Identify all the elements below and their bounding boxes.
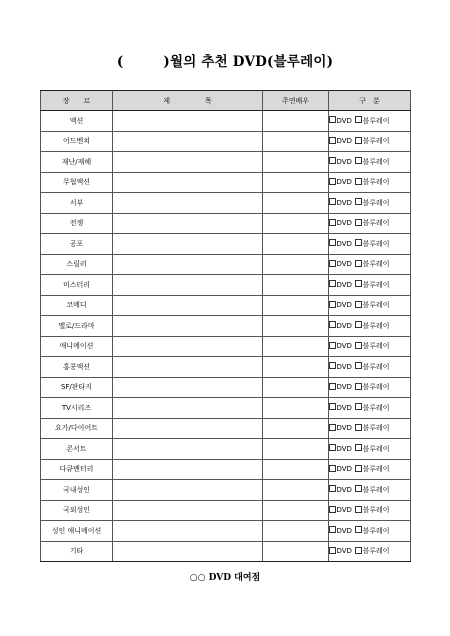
dvd-label: DVD xyxy=(336,547,352,556)
dvd-option[interactable] xyxy=(329,240,352,248)
checkbox-icon[interactable] xyxy=(355,157,362,164)
title-cell[interactable] xyxy=(113,111,263,132)
checkbox-icon[interactable] xyxy=(329,321,336,328)
table-row xyxy=(41,418,411,439)
type-cell xyxy=(329,521,411,542)
checkbox-icon[interactable] xyxy=(329,116,336,123)
title-open-paren: ( xyxy=(116,54,124,70)
table-row xyxy=(41,377,411,398)
title-cell[interactable] xyxy=(113,295,263,316)
dvd-option[interactable] xyxy=(329,404,352,412)
checkbox-icon[interactable] xyxy=(355,383,362,390)
type-cell xyxy=(329,131,411,152)
checkbox-icon[interactable] xyxy=(329,178,336,185)
dvd-label: DVD xyxy=(336,239,352,248)
bluray-label: 블루레이 xyxy=(362,116,390,125)
type-cell xyxy=(329,172,411,193)
checkbox-icon[interactable] xyxy=(355,424,362,431)
bluray-option[interactable] xyxy=(355,281,390,289)
bluray-option[interactable] xyxy=(355,260,390,268)
genre-cell: 코메디 xyxy=(41,295,113,316)
checkbox-icon[interactable] xyxy=(329,547,336,554)
cast-cell[interactable] xyxy=(263,295,329,316)
checkbox-icon[interactable] xyxy=(329,219,336,226)
genre-cell: 국외성인 xyxy=(41,500,113,521)
genre-cell: 애니메이션 xyxy=(41,336,113,357)
dvd-option[interactable] xyxy=(329,506,352,514)
checkbox-icon[interactable] xyxy=(355,526,362,533)
bluray-label: 블루레이 xyxy=(362,485,390,494)
dvd-option[interactable] xyxy=(329,363,352,371)
checkbox-icon[interactable] xyxy=(355,465,362,472)
table-row xyxy=(41,193,411,214)
type-cell xyxy=(329,295,411,316)
bluray-label: 블루레이 xyxy=(362,424,390,433)
table-row xyxy=(41,213,411,234)
dvd-option[interactable] xyxy=(329,219,352,227)
cast-cell[interactable] xyxy=(263,459,329,480)
type-cell xyxy=(329,275,411,296)
checkbox-icon[interactable] xyxy=(329,342,336,349)
cast-cell[interactable] xyxy=(263,275,329,296)
genre-cell: 멜로/드라마 xyxy=(41,316,113,337)
table-row xyxy=(41,254,411,275)
cast-cell[interactable] xyxy=(263,541,329,562)
bluray-label: 블루레이 xyxy=(362,219,390,228)
genre-cell: 다큐멘터리 xyxy=(41,459,113,480)
table-row xyxy=(41,275,411,296)
checkbox-icon[interactable] xyxy=(355,547,362,554)
checkbox-icon[interactable] xyxy=(329,157,336,164)
cast-cell[interactable] xyxy=(263,521,329,542)
bluray-option[interactable] xyxy=(355,301,390,309)
bluray-option[interactable] xyxy=(355,506,390,514)
checkbox-icon[interactable] xyxy=(355,321,362,328)
cast-cell[interactable] xyxy=(263,418,329,439)
bluray-option[interactable] xyxy=(355,486,390,494)
cast-cell[interactable] xyxy=(263,152,329,173)
title-cell[interactable] xyxy=(113,316,263,337)
checkbox-icon[interactable] xyxy=(329,260,336,267)
checkbox-icon[interactable] xyxy=(355,280,362,287)
type-cell xyxy=(329,480,411,501)
checkbox-icon[interactable] xyxy=(329,301,336,308)
bluray-label: 블루레이 xyxy=(362,137,390,146)
genre-cell: 성인 애니메이션 xyxy=(41,521,113,542)
bluray-label: 블루레이 xyxy=(362,342,390,351)
table-row xyxy=(41,398,411,419)
bluray-option[interactable] xyxy=(355,322,390,330)
bluray-label: 블루레이 xyxy=(362,403,390,412)
genre-cell: TV시리즈 xyxy=(41,398,113,419)
bluray-option[interactable] xyxy=(355,363,390,371)
checkbox-icon[interactable] xyxy=(355,506,362,513)
cast-cell[interactable] xyxy=(263,398,329,419)
type-cell xyxy=(329,152,411,173)
type-cell xyxy=(329,336,411,357)
table-row xyxy=(41,234,411,255)
checkbox-icon[interactable] xyxy=(355,116,362,123)
checkbox-icon[interactable] xyxy=(355,485,362,492)
dvd-option[interactable] xyxy=(329,486,352,494)
table-row xyxy=(41,500,411,521)
type-cell xyxy=(329,541,411,562)
cast-cell[interactable] xyxy=(263,480,329,501)
dvd-option[interactable] xyxy=(329,260,352,268)
dvd-label: DVD xyxy=(336,260,352,269)
title-cell[interactable] xyxy=(113,193,263,214)
bluray-label: 블루레이 xyxy=(362,198,390,207)
genre-cell: 공포 xyxy=(41,234,113,255)
cast-cell[interactable] xyxy=(263,131,329,152)
checkbox-icon[interactable] xyxy=(355,239,362,246)
cast-cell[interactable] xyxy=(263,234,329,255)
bluray-label: 블루레이 xyxy=(362,301,390,310)
table-body xyxy=(41,111,411,562)
table-row xyxy=(41,295,411,316)
dvd-label: DVD xyxy=(336,424,352,433)
bluray-option[interactable] xyxy=(355,547,390,555)
title-cell[interactable] xyxy=(113,234,263,255)
store-name: ○○ DVD 대여점 xyxy=(189,573,261,583)
type-cell xyxy=(329,439,411,460)
dvd-label: DVD xyxy=(336,403,352,412)
genre-cell: 스릴러 xyxy=(41,254,113,275)
table-row xyxy=(41,172,411,193)
page-title xyxy=(0,50,450,70)
table-row xyxy=(41,152,411,173)
table-row xyxy=(41,111,411,132)
genre-cell: 국내성인 xyxy=(41,480,113,501)
header-title: 제 목 xyxy=(113,91,263,111)
bluray-option[interactable] xyxy=(355,137,390,145)
dvd-option[interactable] xyxy=(329,445,352,453)
dvd-label: DVD xyxy=(336,219,352,228)
table-row xyxy=(41,131,411,152)
genre-cell: 액션 xyxy=(41,111,113,132)
checkbox-icon[interactable] xyxy=(355,362,362,369)
title-cell[interactable] xyxy=(113,500,263,521)
recommendation-table xyxy=(40,90,411,562)
title-cell[interactable] xyxy=(113,480,263,501)
genre-cell: 요가/다이어트 xyxy=(41,418,113,439)
type-cell xyxy=(329,111,411,132)
title-cell[interactable] xyxy=(113,254,263,275)
bluray-option[interactable] xyxy=(355,404,390,412)
table-row xyxy=(41,480,411,501)
checkbox-icon[interactable] xyxy=(355,178,362,185)
header-cast: 주연배우 xyxy=(263,91,329,111)
checkbox-icon[interactable] xyxy=(329,444,336,451)
type-cell xyxy=(329,459,411,480)
bluray-option[interactable] xyxy=(355,219,390,227)
bluray-label: 블루레이 xyxy=(362,321,390,330)
checkbox-icon[interactable] xyxy=(355,260,362,267)
bluray-option[interactable] xyxy=(355,342,390,350)
checkbox-icon[interactable] xyxy=(329,280,336,287)
dvd-option[interactable] xyxy=(329,424,352,432)
table-row xyxy=(41,439,411,460)
table-header-row xyxy=(41,91,411,111)
type-cell xyxy=(329,418,411,439)
type-cell xyxy=(329,213,411,234)
title-cell[interactable] xyxy=(113,459,263,480)
checkbox-icon[interactable] xyxy=(329,383,336,390)
dvd-label: DVD xyxy=(336,198,352,207)
table-row xyxy=(41,521,411,542)
dvd-option[interactable] xyxy=(329,465,352,473)
checkbox-icon[interactable] xyxy=(329,403,336,410)
checkbox-icon[interactable] xyxy=(329,424,336,431)
checkbox-icon[interactable] xyxy=(329,362,336,369)
title-cell[interactable] xyxy=(113,418,263,439)
type-cell xyxy=(329,357,411,378)
cast-cell[interactable] xyxy=(263,500,329,521)
cast-cell[interactable] xyxy=(263,357,329,378)
genre-cell: 무협액션 xyxy=(41,172,113,193)
checkbox-icon[interactable] xyxy=(329,239,336,246)
dvd-label: DVD xyxy=(336,362,352,371)
bluray-option[interactable] xyxy=(355,178,390,186)
dvd-label: DVD xyxy=(336,137,352,146)
bluray-option[interactable] xyxy=(355,199,390,207)
bluray-option[interactable] xyxy=(355,158,390,166)
bluray-label: 블루레이 xyxy=(362,383,390,392)
genre-cell: 기타 xyxy=(41,541,113,562)
checkbox-icon[interactable] xyxy=(329,465,336,472)
dvd-label: DVD xyxy=(336,321,352,330)
dvd-label: DVD xyxy=(336,301,352,310)
dvd-option[interactable] xyxy=(329,342,352,350)
title-cell[interactable] xyxy=(113,357,263,378)
dvd-label: DVD xyxy=(336,444,352,453)
title-cell[interactable] xyxy=(113,398,263,419)
dvd-option[interactable] xyxy=(329,178,352,186)
header-type: 구 분 xyxy=(329,91,411,111)
bluray-option[interactable] xyxy=(355,240,390,248)
type-cell xyxy=(329,193,411,214)
type-cell xyxy=(329,234,411,255)
title-cell[interactable] xyxy=(113,131,263,152)
table-row xyxy=(41,336,411,357)
bluray-option[interactable] xyxy=(355,465,390,473)
checkbox-icon[interactable] xyxy=(329,137,336,144)
dvd-option[interactable] xyxy=(329,383,352,391)
checkbox-icon[interactable] xyxy=(355,198,362,205)
dvd-label: DVD xyxy=(336,280,352,289)
cast-cell[interactable] xyxy=(263,316,329,337)
title-cell[interactable] xyxy=(113,275,263,296)
genre-cell: 홍콩액션 xyxy=(41,357,113,378)
dvd-option[interactable] xyxy=(329,137,352,145)
bluray-label: 블루레이 xyxy=(362,547,390,556)
bluray-label: 블루레이 xyxy=(362,465,390,474)
type-cell xyxy=(329,500,411,521)
bluray-label: 블루레이 xyxy=(362,178,390,187)
bluray-option[interactable] xyxy=(355,527,390,535)
checkbox-icon[interactable] xyxy=(329,526,336,533)
dvd-option[interactable] xyxy=(329,281,352,289)
type-cell xyxy=(329,316,411,337)
type-cell xyxy=(329,398,411,419)
cast-cell[interactable] xyxy=(263,254,329,275)
cast-cell[interactable] xyxy=(263,172,329,193)
dvd-option[interactable] xyxy=(329,158,352,166)
dvd-option[interactable] xyxy=(329,199,352,207)
title-cell[interactable] xyxy=(113,336,263,357)
genre-cell: 서부 xyxy=(41,193,113,214)
title-cell[interactable] xyxy=(113,521,263,542)
bluray-option[interactable] xyxy=(355,424,390,432)
title-cell[interactable] xyxy=(113,377,263,398)
table-row xyxy=(41,357,411,378)
checkbox-icon[interactable] xyxy=(355,403,362,410)
title-cell[interactable] xyxy=(113,213,263,234)
checkbox-icon[interactable] xyxy=(355,137,362,144)
genre-cell: 미스터리 xyxy=(41,275,113,296)
header-genre: 장 르 xyxy=(41,91,113,111)
type-cell xyxy=(329,254,411,275)
bluray-label: 블루레이 xyxy=(362,362,390,371)
table-row xyxy=(41,459,411,480)
dvd-label: DVD xyxy=(336,506,352,515)
bluray-label: 블루레이 xyxy=(362,526,390,535)
bluray-label: 블루레이 xyxy=(362,239,390,248)
title-cell[interactable] xyxy=(113,172,263,193)
dvd-label: DVD xyxy=(336,485,352,494)
checkbox-icon[interactable] xyxy=(329,506,336,513)
bluray-label: 블루레이 xyxy=(362,444,390,453)
table-row xyxy=(41,541,411,562)
bluray-option[interactable] xyxy=(355,445,390,453)
bluray-label: 블루레이 xyxy=(362,157,390,166)
title-cell[interactable] xyxy=(113,541,263,562)
bluray-label: 블루레이 xyxy=(362,260,390,269)
dvd-label: DVD xyxy=(336,178,352,187)
cast-cell[interactable] xyxy=(263,336,329,357)
title-cell[interactable] xyxy=(113,152,263,173)
bluray-label: 블루레이 xyxy=(362,506,390,515)
genre-cell: SF/판타지 xyxy=(41,377,113,398)
cast-cell[interactable] xyxy=(263,213,329,234)
cast-cell[interactable] xyxy=(263,377,329,398)
genre-cell: 재난/재해 xyxy=(41,152,113,173)
genre-cell: 어드벤쳐 xyxy=(41,131,113,152)
title-text: )월의 추천 DVD(블루레이) xyxy=(163,54,334,70)
bluray-option[interactable] xyxy=(355,117,390,125)
dvd-label: DVD xyxy=(336,116,352,125)
dvd-option[interactable] xyxy=(329,547,352,555)
checkbox-icon[interactable] xyxy=(329,198,336,205)
dvd-label: DVD xyxy=(336,157,352,166)
cast-cell[interactable] xyxy=(263,193,329,214)
checkbox-icon[interactable] xyxy=(355,342,362,349)
dvd-label: DVD xyxy=(336,465,352,474)
bluray-option[interactable] xyxy=(355,383,390,391)
checkbox-icon[interactable] xyxy=(329,485,336,492)
dvd-option[interactable] xyxy=(329,301,352,309)
table-row xyxy=(41,316,411,337)
genre-cell: 콘서트 xyxy=(41,439,113,460)
checkbox-icon[interactable] xyxy=(355,301,362,308)
dvd-option[interactable] xyxy=(329,527,352,535)
dvd-option[interactable] xyxy=(329,117,352,125)
dvd-label: DVD xyxy=(336,342,352,351)
genre-cell: 전쟁 xyxy=(41,213,113,234)
dvd-option[interactable] xyxy=(329,322,352,330)
title-cell[interactable] xyxy=(113,439,263,460)
checkbox-icon[interactable] xyxy=(355,219,362,226)
bluray-label: 블루레이 xyxy=(362,280,390,289)
dvd-label: DVD xyxy=(336,383,352,392)
dvd-label: DVD xyxy=(336,526,352,535)
cast-cell[interactable] xyxy=(263,439,329,460)
cast-cell[interactable] xyxy=(263,111,329,132)
type-cell xyxy=(329,377,411,398)
checkbox-icon[interactable] xyxy=(355,444,362,451)
